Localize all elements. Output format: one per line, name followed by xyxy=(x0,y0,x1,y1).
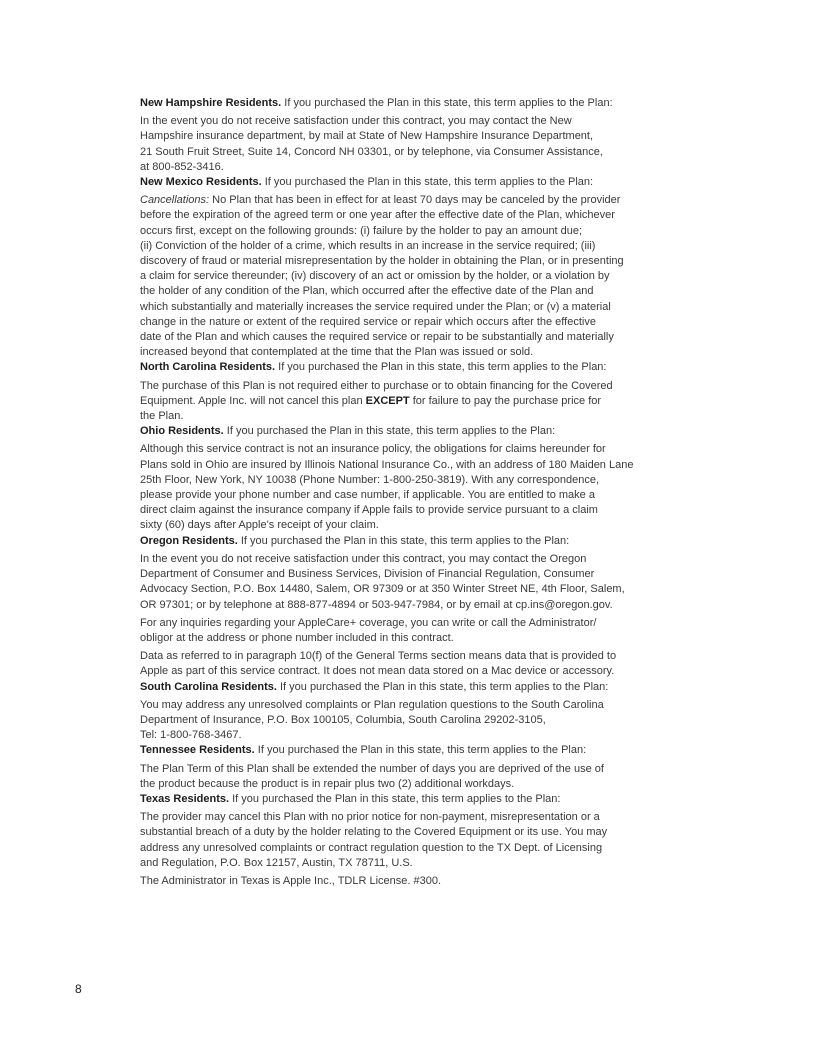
section-intro: If you purchased the Plan in this state, this term applies to the Plan: xyxy=(275,361,607,374)
section-body: For any inquiries regarding your AppleCare+ coverage, you can write or call the Administrator/ obligor at the address or phone number included in this contract. xyxy=(140,616,597,644)
section-body-text: No Plan that has been in effect for at least 70 days may be canceled by the provider before the expiration of the agreed term or one year after the effective date of the Plan, whichever occurs first, except on the following grounds: (i) failure by the holder to pay an amount due; (ii) Conviction of the holder of a crime, which results in an increase in the service required; (iii) discovery of fraud or material misrepresentation by the holder in obtaining the Plan, or in presenting a claim for service thereunder; (iv) discovery of an act or omission by the holder, or a violation by the holder of any condition of the Plan, which occurred after the effective date of the Plan and which substantially and materially increases the service required under the Plan; or (v) a material change in the nature or extent of the required service or repair which occurs after the effective date of the Plan and which causes the required service or repair to be substantially and materially increased beyond that contemplated at the time that the Plan was issued or sold. xyxy=(140,194,624,359)
section-intro: If you purchased the Plan in this state, this term applies to the Plan: xyxy=(229,792,561,805)
section-heading-south-carolina xyxy=(140,680,730,695)
section-body xyxy=(140,379,730,425)
state-name: Oregon Residents. xyxy=(140,534,238,547)
section-heading-new-hampshire xyxy=(140,96,730,111)
section-intro: If you purchased the Plan in this state, this term applies to the Plan: xyxy=(261,176,594,189)
state-name: New Hampshire Residents. xyxy=(140,97,282,109)
section-body xyxy=(140,193,730,360)
section-heading-oregon xyxy=(140,534,730,549)
state-name: Tennessee Residents. xyxy=(140,744,255,757)
section-heading-tennessee xyxy=(140,743,730,758)
except-emphasis: EXCEPT xyxy=(365,394,410,407)
section-body: Data as referred to in paragraph 10(f) of the General Terms section means data that is provided to Apple as part of this service contract. It does not mean data stored on a Mac device or accessory. xyxy=(140,650,617,678)
section-body: In the event you do not receive satisfaction under this contract, you may contact the Oregon Department of Consumer and Business Services, Division of Financial Regulation, Consumer Advocacy Section, P.O. Box 14480, Salem, OR 97309 or at 350 Winter Street NE, 4th Floor, Salem, OR 97301; or by telephone at 888-877-4894 or 503-947-7984, or by email at cp.ins@oregon.gov. xyxy=(140,552,625,611)
state-name: South Carolina Residents. xyxy=(140,680,277,693)
cancellations-label: Cancellations: xyxy=(140,194,210,207)
section-intro: If you purchased the Plan in this state, this term applies to the Plan: xyxy=(237,534,570,547)
section-heading-ohio xyxy=(140,424,730,439)
page-number: 8 xyxy=(75,982,82,996)
section-body-text: for failure to pay the purchase price for the Plan. xyxy=(140,394,602,423)
section-body: You may address any unresolved complaints or Plan regulation questions to the South Carolina Department of Insurance, P.O. Box 100105, Columbia, South Carolina 29202-3105, Tel: 1-800-768-3467. xyxy=(140,698,604,742)
state-name: Ohio Residents. xyxy=(140,425,224,438)
document-body xyxy=(140,96,730,889)
section-body: Although this service contract is not an insurance policy, the obligations for claims hereunder for Plans sold in Ohio are insured by Illinois National Insurance Co., with an address of 180 Maiden Lane 25th Floor, New York, NY 10038 (Phone Number: 1-800-250-3819). With any correspondence, please provide your phone number and case number, if applicable. You are entitled to make a direct claim against the insurance company if Apple fails to provide service pursuant to a claim sixty (60) days after Apple’s receipt of your claim. xyxy=(140,443,634,532)
section-body: The Plan Term of this Plan shall be extended the number of days you are deprived of the use of the product because the product is in repair plus two (2) additional workdays. xyxy=(140,762,604,790)
state-name: New Mexico Residents. xyxy=(140,176,262,189)
section-body: The Administrator in Texas is Apple Inc., TDLR License. #300. xyxy=(140,874,442,887)
section-intro: If you purchased the Plan in this state, this term applies to the Plan: xyxy=(254,744,587,757)
state-name: North Carolina Residents. xyxy=(140,361,276,374)
section-heading-north-carolina xyxy=(140,360,730,375)
section-heading-new-mexico xyxy=(140,175,730,190)
section-intro: If you purchased the Plan in this state, this term applies to the Plan: xyxy=(276,680,609,693)
section-intro: If you purchased the Plan in this state, this term applies to the Plan: xyxy=(281,97,613,109)
section-body-text: The purchase of this Plan is not required either to purchase or to obtain financing for the Covered Equipment. Apple Inc. will not cancel this plan xyxy=(140,379,613,407)
section-body: The provider may cancel this Plan with no prior notice for non-payment, misrepresentation or a substantial breach of a duty by the holder relating to the Covered Equipment or its use. You may address any unresolved complaints or contract regulation question to the TX Dept. of Licensing and Regulation, P.O. Box 12157, Austin, TX 78711, U.S. xyxy=(140,811,608,869)
section-heading-texas xyxy=(140,792,730,807)
section-intro: If you purchased the Plan in this state, this term applies to the Plan: xyxy=(223,425,556,438)
state-name: Texas Residents. xyxy=(140,792,230,805)
section-body: In the event you do not receive satisfaction under this contract, you may contact the New Hampshire insurance department, by mail at State of New Hampshire Insurance Department, 21 South Fruit Street, Suite 14, Concord NH 03301, or by telephone, via Consumer Assistance, at 800-852-3416. xyxy=(140,115,603,173)
